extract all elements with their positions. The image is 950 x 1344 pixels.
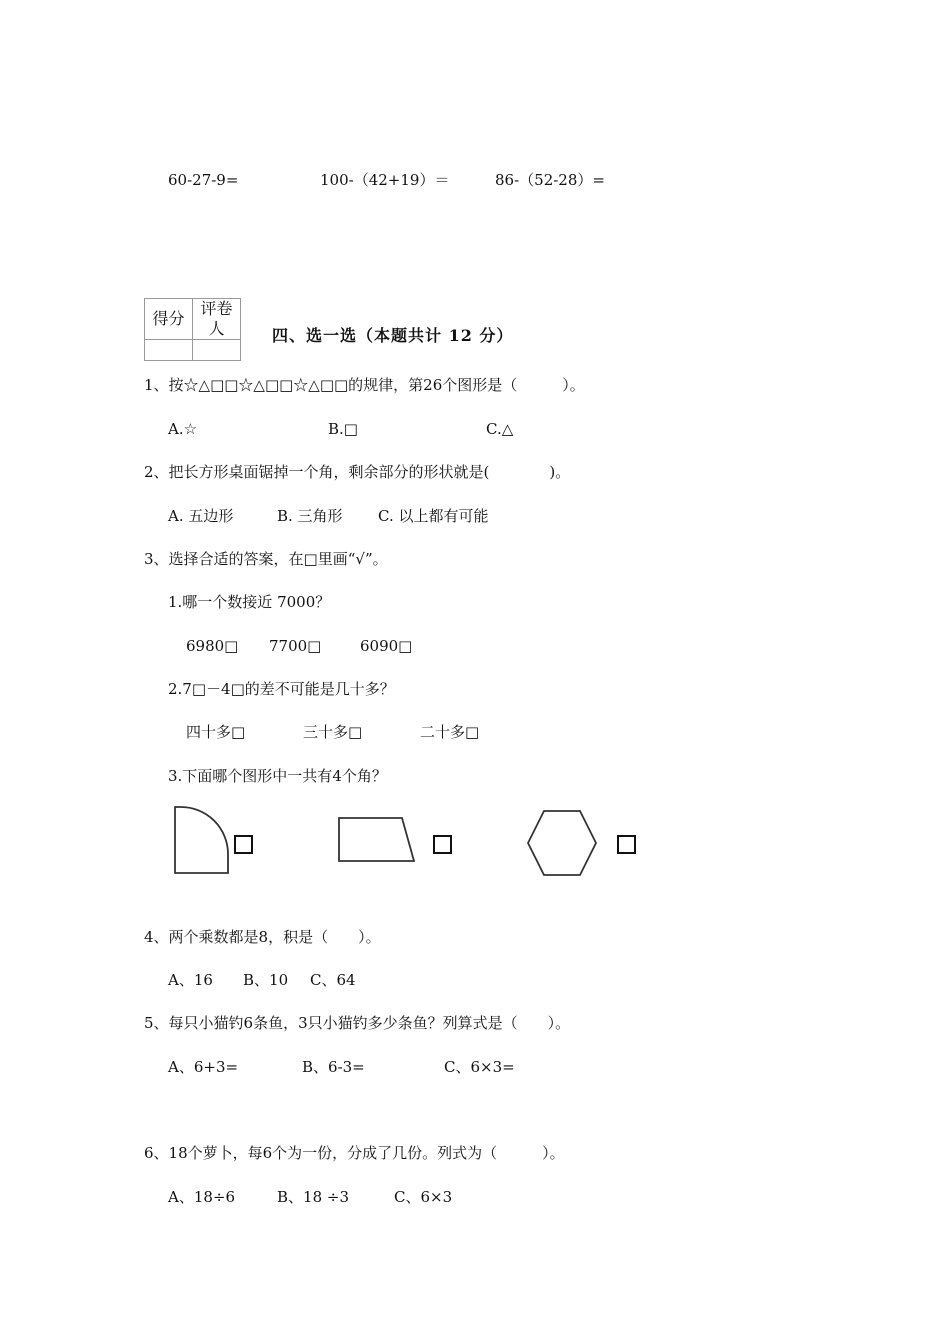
question-2-option-b: B. 三角形 [277, 507, 343, 525]
question-6-stem: 6、18个萝卜，每6个为一份，分成了几份。列式为（ ）。 [144, 1144, 565, 1162]
answer-checkbox-3[interactable] [617, 835, 636, 854]
hexagon-shape [524, 806, 600, 880]
question-3-sub-1-option-c: 6090□ [360, 637, 413, 655]
question-1-option-c: C.△ [486, 420, 514, 438]
question-3-stem: 3、选择合适的答案，在□里画“√”。 [144, 550, 388, 568]
grader-header: 评卷人 [193, 299, 241, 340]
question-1-option-a: A.☆ [168, 420, 198, 438]
arithmetic-item-2: 100-（42+19）＝ [320, 171, 450, 189]
quarter-round-shape [170, 802, 234, 878]
grader-cell [193, 340, 241, 361]
question-3-sub-1-option-b: 7700□ [269, 637, 322, 655]
question-6-option-b: B、18 ÷3 [277, 1188, 349, 1206]
question-3-sub-2-stem: 2.7□－4□的差不可能是几十多？ [168, 680, 395, 698]
question-4-option-b: B、10 [243, 971, 289, 989]
question-1-option-b: B.□ [328, 420, 358, 438]
question-2-stem: 2、把长方形桌面锯掉一个角，剩余部分的形状就是( )。 [144, 463, 571, 481]
question-5-option-a: A、6+3= [168, 1058, 239, 1076]
question-6-option-c: C、6×3 [394, 1188, 453, 1206]
question-4-stem: 4、两个乘数都是8，积是（ ）。 [144, 928, 381, 946]
question-6-option-a: A、18÷6 [168, 1188, 236, 1206]
question-2-option-a: A. 五边形 [168, 507, 234, 525]
score-cell [145, 340, 193, 361]
question-5-option-b: B、6-3= [302, 1058, 365, 1076]
question-3-sub-2-option-b: 三十多□ [303, 723, 363, 741]
question-3-sub-1-stem: 1.哪一个数接近 7000？ [168, 593, 331, 611]
answer-checkbox-1[interactable] [234, 835, 253, 854]
answer-checkbox-2[interactable] [433, 835, 452, 854]
arithmetic-item-1: 60-27-9= [168, 171, 239, 189]
question-3-sub-2-option-c: 二十多□ [420, 723, 480, 741]
score-header: 得分 [145, 299, 193, 340]
question-3-sub-2-option-a: 四十多□ [186, 723, 246, 741]
question-1-stem: 1、按☆△□□☆△□□☆△□□的规律，第26个图形是（ ）。 [144, 376, 585, 394]
question-5-stem: 5、每只小猫钓6条鱼，3只小猫钓多少条鱼？列算式是（ ）。 [144, 1014, 571, 1032]
question-5-option-c: C、6×3= [444, 1058, 515, 1076]
question-2-option-c: C. 以上都有可能 [378, 507, 489, 525]
arithmetic-item-3: 86-（52-28）= [495, 171, 605, 189]
trapezoid-shape [334, 814, 420, 866]
question-3-sub-3-stem: 3.下面哪个图形中一共有4个角？ [168, 767, 387, 785]
question-4-option-a: A、16 [168, 971, 213, 989]
section-title: 四、选一选（本题共计 12 分） [272, 326, 514, 345]
score-table [144, 298, 241, 361]
question-4-option-c: C、64 [310, 971, 356, 989]
question-3-sub-1-option-a: 6980□ [186, 637, 239, 655]
